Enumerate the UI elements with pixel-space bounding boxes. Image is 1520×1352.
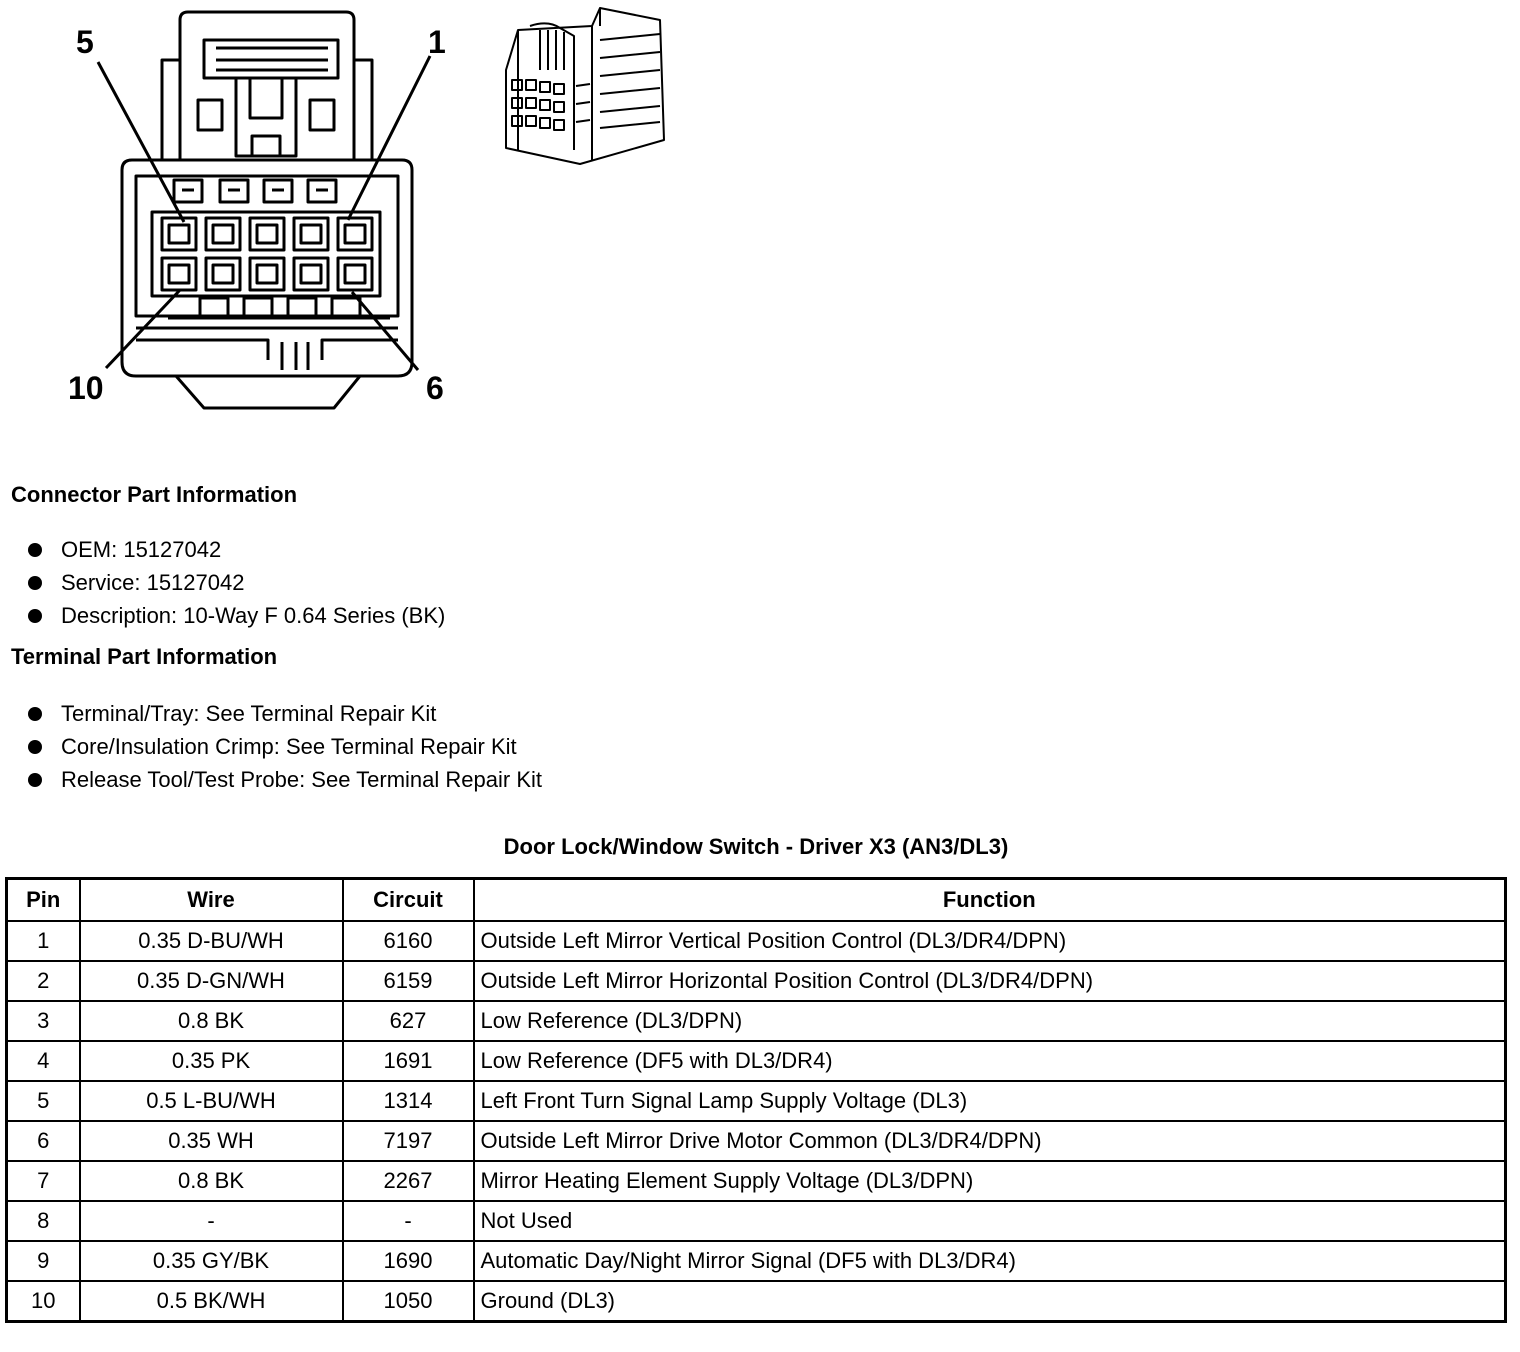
- cell-wire: 0.35 D-BU/WH: [80, 921, 343, 961]
- cell-circuit: 2267: [343, 1161, 474, 1201]
- cell-circuit: 6160: [343, 921, 474, 961]
- cell-pin: 5: [7, 1081, 80, 1121]
- cell-function: Automatic Day/Night Mirror Signal (DF5 with DL3/DR4): [474, 1241, 1506, 1281]
- cell-function: Left Front Turn Signal Lamp Supply Voltage (DL3): [474, 1081, 1506, 1121]
- table-row: [7, 1121, 1506, 1161]
- table-row: [7, 1161, 1506, 1201]
- table-row: [7, 1041, 1506, 1081]
- cell-circuit: 1050: [343, 1281, 474, 1322]
- cell-pin: 10: [7, 1281, 80, 1322]
- pin-callout-6: 6: [426, 370, 444, 406]
- cell-circuit: 1690: [343, 1241, 474, 1281]
- cell-pin: 8: [7, 1201, 80, 1241]
- cell-wire: 0.5 BK/WH: [80, 1281, 343, 1322]
- cell-function: Low Reference (DL3/DPN): [474, 1001, 1506, 1041]
- list-item: Description: 10-Way F 0.64 Series (BK): [28, 599, 445, 632]
- connector-part-info-list: [28, 533, 445, 632]
- bullet-icon: [28, 707, 42, 721]
- cell-pin: 2: [7, 961, 80, 1001]
- cell-function: Outside Left Mirror Vertical Position Control (DL3/DR4/DPN): [474, 921, 1506, 961]
- cell-pin: 7: [7, 1161, 80, 1201]
- cell-pin: 9: [7, 1241, 80, 1281]
- cell-wire: 0.8 BK: [80, 1001, 343, 1041]
- cell-circuit: -: [343, 1201, 474, 1241]
- bullet-icon: [28, 576, 42, 590]
- pin-callout-5: 5: [76, 24, 94, 60]
- cell-circuit: 627: [343, 1001, 474, 1041]
- pinout-table: [5, 877, 1507, 1323]
- cell-circuit: 1691: [343, 1041, 474, 1081]
- table-row: [7, 961, 1506, 1001]
- table-row: [7, 1081, 1506, 1121]
- bullet-icon: [28, 740, 42, 754]
- header-circuit: Circuit: [343, 879, 474, 922]
- bullet-icon: [28, 773, 42, 787]
- table-row: [7, 1281, 1506, 1322]
- terminal-part-info-list: [28, 697, 542, 796]
- cell-pin: 1: [7, 921, 80, 961]
- header-function: Function: [474, 879, 1506, 922]
- list-item: OEM: 15127042: [28, 533, 445, 566]
- table-header-row: [7, 879, 1506, 922]
- list-item: Core/Insulation Crimp: See Terminal Repair Kit: [28, 730, 542, 763]
- cell-wire: 0.35 PK: [80, 1041, 343, 1081]
- connector-3d-view: [506, 8, 664, 164]
- pin-callout-10: 10: [68, 370, 104, 406]
- table-row: [7, 1241, 1506, 1281]
- list-item: Service: 15127042: [28, 566, 445, 599]
- cell-circuit: 1314: [343, 1081, 474, 1121]
- table-row: [7, 1201, 1506, 1241]
- cell-function: Outside Left Mirror Horizontal Position Control (DL3/DR4/DPN): [474, 961, 1506, 1001]
- terminal-part-info-heading: Terminal Part Information: [11, 644, 278, 669]
- cell-pin: 4: [7, 1041, 80, 1081]
- connector-part-info-heading: Connector Part Information: [11, 482, 298, 507]
- cell-circuit: 7197: [343, 1121, 474, 1161]
- cell-wire: 0.35 WH: [80, 1121, 343, 1161]
- pinout-table-title: Door Lock/Window Switch - Driver X3 (AN3/DL3): [503, 834, 1009, 859]
- cell-function: Mirror Heating Element Supply Voltage (DL3/DPN): [474, 1161, 1506, 1201]
- bullet-icon: [28, 543, 42, 557]
- cell-function: Outside Left Mirror Drive Motor Common (DL3/DR4/DPN): [474, 1121, 1506, 1161]
- connector-face-drawing: [0, 0, 720, 420]
- cell-pin: 3: [7, 1001, 80, 1041]
- cell-function: Not Used: [474, 1201, 1506, 1241]
- pin-callout-1: 1: [428, 24, 446, 60]
- bullet-icon: [28, 609, 42, 623]
- cell-function: Low Reference (DF5 with DL3/DR4): [474, 1041, 1506, 1081]
- cell-pin: 6: [7, 1121, 80, 1161]
- cell-wire: 0.5 L-BU/WH: [80, 1081, 343, 1121]
- cell-wire: 0.8 BK: [80, 1161, 343, 1201]
- cell-wire: 0.35 D-GN/WH: [80, 961, 343, 1001]
- cell-function: Ground (DL3): [474, 1281, 1506, 1322]
- header-pin: Pin: [7, 879, 80, 922]
- header-wire: Wire: [80, 879, 343, 922]
- list-item: Release Tool/Test Probe: See Terminal Repair Kit: [28, 763, 542, 796]
- table-row: [7, 921, 1506, 961]
- cell-wire: -: [80, 1201, 343, 1241]
- list-item: Terminal/Tray: See Terminal Repair Kit: [28, 697, 542, 730]
- cell-circuit: 6159: [343, 961, 474, 1001]
- cell-wire: 0.35 GY/BK: [80, 1241, 343, 1281]
- table-row: [7, 1001, 1506, 1041]
